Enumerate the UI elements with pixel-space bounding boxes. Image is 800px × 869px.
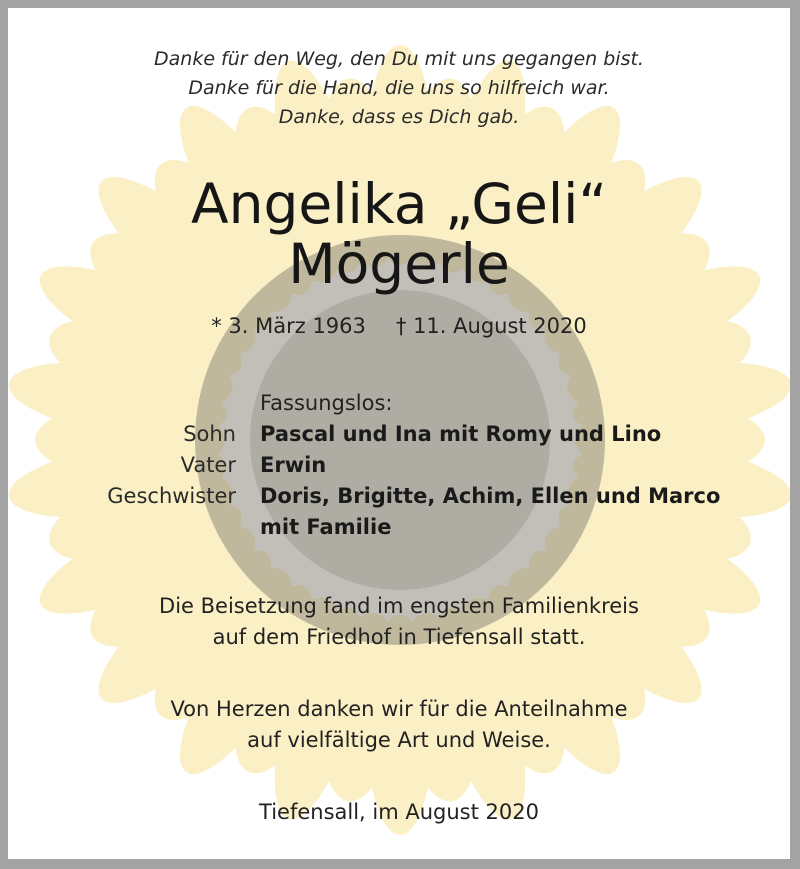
relation-label: Geschwister	[107, 484, 236, 508]
place-and-date: Tiefensall, im August 2020	[259, 800, 539, 824]
poem	[8, 45, 790, 132]
poem-line: Danke für den Weg, den Du mit uns gegangen bist.	[154, 48, 644, 70]
poem-line: Danke, dass es Dich gab.	[278, 106, 520, 128]
life-dates	[8, 314, 790, 338]
thanks-line: auf vielfältige Art und Weise.	[247, 728, 551, 752]
poem-line: Danke für die Hand, die uns so hilfreich war.	[188, 77, 610, 99]
relation-label: Vater	[180, 453, 236, 477]
obituary-page	[8, 8, 790, 859]
burial-notice	[8, 591, 790, 653]
burial-line: Die Beisetzung fand im engsten Familienkreis	[159, 594, 639, 618]
name-line-1: Angelika „Geli“	[191, 172, 607, 236]
mourner-names: Doris, Brigitte, Achim, Ellen und Marco	[260, 484, 721, 508]
mourner-names-continued: mit Familie	[260, 515, 392, 539]
death-date: † 11. August 2020	[395, 314, 587, 338]
thanks-line: Von Herzen danken wir für die Anteilnahme	[170, 697, 628, 721]
birth-date: * 3. März 1963	[211, 314, 366, 338]
burial-line: auf dem Friedhof in Tiefensall statt.	[212, 625, 586, 649]
name-line-2: Mögerle	[288, 232, 510, 296]
deceased-name	[8, 174, 790, 294]
mourner-names: Erwin	[260, 453, 327, 477]
thanks-notice	[8, 694, 790, 756]
mourner-names: Pascal und Ina mit Romy und Lino	[260, 422, 662, 446]
mourners-intro: Fassungslos:	[260, 391, 393, 415]
relation-label: Sohn	[183, 422, 236, 446]
